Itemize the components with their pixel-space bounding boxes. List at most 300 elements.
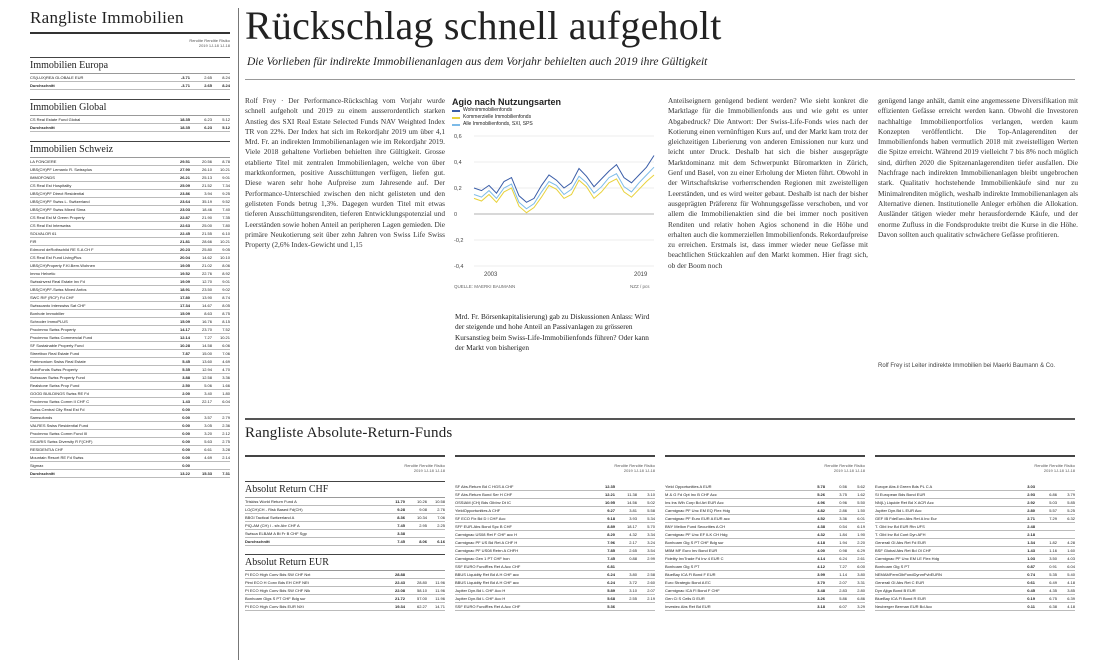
fund-value: 5.26 <box>817 491 825 497</box>
fund-value: 9.08 <box>419 506 427 512</box>
table-row <box>455 555 655 563</box>
table-row <box>875 587 1075 595</box>
table-row <box>30 174 230 182</box>
fund-value: 5.86 <box>839 595 847 601</box>
fund-value: 3.38 <box>397 530 405 536</box>
fund-value: 23.86 <box>179 190 190 196</box>
y-tick-label: -0,2 <box>454 238 464 244</box>
fund-value: 15.00 <box>201 350 212 356</box>
table-row <box>30 124 230 132</box>
fund-name: Durchschnitt <box>30 470 55 476</box>
fund-value: 7.27 <box>204 334 212 340</box>
fund-value: 4.69 <box>204 454 212 460</box>
col-header-line-1: Rendite Rendite Risiko <box>1034 463 1075 468</box>
table-row <box>30 366 230 374</box>
fund-value: 25.13 <box>201 174 212 180</box>
fund-name: VALRES Swiss Residential Fund <box>30 422 89 428</box>
fund-value: 0.56 <box>839 483 847 489</box>
fund-value: 10.26 <box>416 498 427 504</box>
col-header-line-2: 2019 1J-18 1J-18 <box>413 468 445 473</box>
fund-value: 3.31 <box>857 579 865 585</box>
fund-value: 4.18 <box>1067 579 1075 585</box>
col-header-line-1: Rendite Rendite Risiko <box>824 463 865 468</box>
fund-value: 8.06 <box>222 262 230 268</box>
fund-name: UBS(CH)PF Swiss Mixed Sima <box>30 206 86 212</box>
fund-value: 15.33 <box>201 470 212 476</box>
fund-value: 3.40 <box>204 390 212 396</box>
fund-name: T. Glbl Inv Bd EUR Rtn UFS <box>875 523 925 529</box>
fund-name: Procimmo Swiss Commercial Fund <box>30 334 93 340</box>
fund-value: 3.24 <box>647 539 655 545</box>
fund-value: 5.45 <box>182 358 190 364</box>
fund-name: Mountain Resort RE Fd Swiss <box>30 454 84 460</box>
legend-item-1 <box>452 107 660 114</box>
fund-value: 5.02 <box>647 499 655 505</box>
table-row <box>245 530 445 538</box>
fund-value: 2.36 <box>222 422 230 428</box>
fund-value: 4.35 <box>1049 587 1057 593</box>
table-row <box>30 470 230 478</box>
fund-name: Durchschnitt <box>245 538 270 544</box>
fund-value: 29.51 <box>179 158 190 164</box>
fund-value: 3.70 <box>817 579 825 585</box>
fund-name: SSF EURO FundRes Ret A Acc CHF <box>455 563 521 569</box>
fund-value: 2.76 <box>437 506 445 512</box>
fund-name: Euro Strategic Bond A EC <box>665 579 711 585</box>
fund-name: Carmignac PF US08 Retrn A CHFH <box>455 547 519 553</box>
agio-chart <box>452 97 660 315</box>
table-row <box>30 446 230 454</box>
fund-value: 12.21 <box>604 491 615 497</box>
fund-name: SF Sustainable Property Fund <box>30 342 84 348</box>
fund-value: 27.90 <box>179 166 190 172</box>
table-row <box>665 571 865 579</box>
fund-value: 7.85 <box>607 547 615 553</box>
fund-value: 3.36 <box>222 374 230 380</box>
table-row <box>30 358 230 366</box>
table-row <box>455 579 655 587</box>
fund-name: T. Glbl Inv Bd Cont Dyn AFH <box>875 531 926 537</box>
table-row <box>30 294 230 302</box>
table-row <box>30 190 230 198</box>
fund-value: 3.10 <box>629 587 637 593</box>
fund-value: 1.03 <box>1027 555 1035 561</box>
ranking-table <box>875 455 1075 611</box>
fund-value: 7.96 <box>607 539 615 545</box>
fund-name: CS Real Est M Green Property <box>30 214 85 220</box>
fund-name: PI ECO High Conv Bds SW CHF Nlk <box>245 587 311 593</box>
fund-value: 11.96 <box>435 587 445 593</box>
fund-value: 5.35 <box>1049 571 1057 577</box>
fund-value: 8.36 <box>397 514 405 520</box>
fund-value: 4.32 <box>629 531 637 537</box>
fund-value: 13.90 <box>201 294 212 300</box>
fund-name: CS Real Estate Fund Global <box>30 116 81 122</box>
fund-value: 6.00 <box>857 563 865 569</box>
fund-value: 1.60 <box>1067 547 1075 553</box>
fund-value: 6.29 <box>857 547 865 553</box>
fund-value: 14.56 <box>626 499 637 505</box>
fund-value: 9.01 <box>222 174 230 180</box>
table-row <box>455 531 655 539</box>
col-header-line-1: Rendite Rendite Risiko <box>404 463 445 468</box>
fund-name: Procimmo Swiss Comm Fund III <box>30 430 88 436</box>
y-tick-label: 0,4 <box>454 160 462 166</box>
ranking-title: Rangliste Absolute-Return-Funds <box>245 425 453 441</box>
fund-value: -3.71 <box>180 82 190 88</box>
fund-value: 22.43 <box>394 579 405 585</box>
fund-value: 2.80 <box>857 587 865 593</box>
fund-value: 3.79 <box>1067 491 1075 497</box>
fund-value: 6.23 <box>204 116 212 122</box>
table-spacer <box>875 473 1075 483</box>
table-row <box>30 254 230 262</box>
fund-name: Bonhoam Gig S PT <box>875 563 910 569</box>
table-row <box>30 230 230 238</box>
fund-name: Swisca ELBAM A Bt Fr B CHF Sgp <box>245 530 307 536</box>
fund-value: 4.96 <box>817 499 825 505</box>
fund-value: 7.45 <box>397 522 405 528</box>
fund-value: 8.24 <box>222 74 230 80</box>
fund-value: 5.06 <box>204 382 212 388</box>
fund-value: 5.68 <box>607 595 615 601</box>
table-row <box>665 491 865 499</box>
fund-value: 3.29 <box>857 603 865 609</box>
fund-name: BSF Global Abs Ret Bd Ol CHF <box>875 547 932 553</box>
table-row <box>30 302 230 310</box>
fund-value: 9.25 <box>222 190 230 196</box>
fund-value: 9.28 <box>397 506 405 512</box>
table-row <box>245 595 445 603</box>
fund-name: Carmignac PF Unc EM EQ Flex Hdg <box>665 507 730 513</box>
table-row <box>30 382 230 390</box>
fund-name: CS(LUX)REA GLOBALE EUR <box>30 74 84 80</box>
legend-swatch-3 <box>452 124 460 126</box>
fund-value: 0.87 <box>1027 563 1035 569</box>
sidebar-sections <box>30 57 230 478</box>
table-row <box>665 507 865 515</box>
fund-value: 2.18 <box>1027 531 1035 537</box>
fund-value: 8.20 <box>607 531 615 537</box>
table-row <box>455 547 655 555</box>
fund-value: 11.96 <box>435 579 445 585</box>
fund-value: 19.34 <box>394 603 405 609</box>
fund-value: 2.19 <box>647 595 655 601</box>
fund-value: 11.38 <box>627 491 637 497</box>
fund-value: 4.00 <box>817 547 825 553</box>
col-header-line-1: Rendite Rendite Risiko <box>614 463 655 468</box>
fund-value: 6.61 <box>204 446 212 452</box>
table-row <box>875 507 1075 515</box>
fund-value: 5.85 <box>1067 499 1075 505</box>
fund-value: 2.71 <box>1027 515 1035 521</box>
fund-value: 28.66 <box>201 238 212 244</box>
y-tick-label: -0,4 <box>454 264 464 270</box>
table-row <box>30 278 230 286</box>
fund-name: Jupiter Dyn.Bd L EUR Acc <box>875 507 922 513</box>
fund-value: 20.04 <box>179 254 190 260</box>
chart-credit: NZZ / pcs <box>630 284 650 289</box>
fund-value: 19.52 <box>179 270 190 276</box>
fund-name: YieldOpportunities A CHF <box>455 507 501 513</box>
fund-value: 5.34 <box>647 515 655 521</box>
fund-value: 5.62 <box>857 483 865 489</box>
fund-name: Generali GI Abs Ret Fd EUR <box>875 539 926 545</box>
table-row <box>30 334 230 342</box>
fund-value: 14.58 <box>201 342 212 348</box>
fund-name: BNY Mellon Fund Securities A CH <box>665 523 726 529</box>
table-row <box>665 579 865 587</box>
fund-value: 3.34 <box>647 531 655 537</box>
fund-name: SOLVALOR 61 <box>30 230 57 236</box>
legend-swatch-2 <box>452 117 460 119</box>
table-row <box>455 491 655 499</box>
fund-value: 28.80 <box>416 579 427 585</box>
fund-value: 4.14 <box>817 555 825 561</box>
fund-value: 7.80 <box>222 222 230 228</box>
ranking-table <box>245 455 445 611</box>
fund-name: BBUS Liquidity Ret Bd A H CHF acc <box>455 571 520 577</box>
fund-value: 6.01 <box>857 515 865 521</box>
fund-value: 22.87 <box>179 214 190 220</box>
table-row <box>455 587 655 595</box>
fund-value: 1.84 <box>839 531 847 537</box>
fund-value: 6.24 <box>607 579 615 585</box>
fund-value: 0.00 <box>182 438 190 444</box>
fund-name: Edmond deRothschild RE S.A CH F <box>30 246 94 252</box>
fund-value: 0.98 <box>839 547 847 553</box>
fund-value: 0.00 <box>182 446 190 452</box>
table-row <box>30 414 230 422</box>
fund-name: LA FONCIERE <box>30 158 57 164</box>
table-section-title: Absolut Return CHF <box>245 481 445 498</box>
table-row <box>455 515 655 523</box>
fund-value: 8.63 <box>204 310 212 316</box>
fund-value: 22.63 <box>179 222 190 228</box>
fund-value: 6.86 <box>857 595 865 601</box>
fund-name: Carmignac PF US Bd Ret A CHF H <box>455 539 518 545</box>
fund-name: Realstone Swiss Prop Fund <box>30 382 80 388</box>
fund-value: 8.75 <box>222 310 230 316</box>
table-row <box>245 514 445 522</box>
table-row <box>245 498 445 506</box>
fund-value: 22.76 <box>201 270 212 276</box>
table-col-header <box>245 463 445 473</box>
fund-value: 4.38 <box>817 523 825 529</box>
fund-value: 23.50 <box>201 286 212 292</box>
fund-name: SF Abs.Return Bond Ser H CHF <box>455 491 513 497</box>
fund-value: 8.15 <box>222 318 230 324</box>
fund-name: Carmignac PF Unc EF ILK CH Hdg <box>665 531 728 537</box>
fund-value: 19.05 <box>179 262 190 268</box>
fund-value: 6.16 <box>437 538 445 544</box>
fund-name: Procimmo Swiss Comm II CHF C <box>30 398 90 404</box>
fund-value: 1.94 <box>839 539 847 545</box>
fund-name: CS Real Est Fund LivingPlus <box>30 254 82 260</box>
fund-value: 2.55 <box>629 595 637 601</box>
fund-name: Carmignac Gen 1 PT CHF hon <box>455 555 510 561</box>
fund-value: 0.74 <box>1027 571 1035 577</box>
fund-value: 2.20 <box>857 539 865 545</box>
fund-value: 3.80 <box>629 571 637 577</box>
fund-value: 3.50 <box>1049 555 1057 561</box>
fund-value: 22.17 <box>201 398 212 404</box>
table-row <box>875 531 1075 539</box>
table-row <box>30 116 230 124</box>
fund-value: 25.09 <box>179 182 190 188</box>
fund-value: 15.09 <box>179 318 190 324</box>
fund-value: 3.20 <box>204 430 212 436</box>
fund-name: Bonhoam Gig S PT <box>665 563 700 569</box>
fund-name: Investec Abs Ret Bd EUR <box>665 603 711 609</box>
fund-name: Schroder ImmoPLUS <box>30 318 68 324</box>
fund-value: 57.00 <box>416 595 427 601</box>
fund-name: Jupiter Dyn.Bd L CHF Acc H <box>455 595 506 601</box>
fund-value: 14.67 <box>201 302 212 308</box>
fund-value: 20.56 <box>201 158 212 164</box>
fund-value: 6.39 <box>1067 595 1075 601</box>
fund-value: 5.36 <box>607 603 615 609</box>
table-row <box>30 82 230 90</box>
y-tick-label: 0,6 <box>454 134 462 140</box>
ranking-table <box>665 455 865 611</box>
fund-value: 2.65 <box>204 82 212 88</box>
fund-name: Swisscanto Interswiss Sat CHF <box>30 302 86 308</box>
table-col-header <box>665 463 865 473</box>
table-row <box>875 539 1075 547</box>
fund-value: 62.27 <box>416 603 427 609</box>
fund-value: 10.21 <box>219 334 230 340</box>
fund-value: 23.03 <box>179 206 190 212</box>
fund-value: 7.29 <box>1049 515 1057 521</box>
table-row <box>30 406 230 414</box>
fund-name: Yield Opportunities A EUR <box>665 483 712 489</box>
fund-value: 3.54 <box>647 547 655 553</box>
fund-value: 21.72 <box>394 595 405 601</box>
fund-value: 5.63 <box>204 438 212 444</box>
fund-value: 3.88 <box>182 374 190 380</box>
table-spacer <box>665 473 865 483</box>
fund-value: 4.18 <box>1067 603 1075 609</box>
table-section-title: Absolut Return EUR <box>245 554 445 571</box>
fund-value: 4.18 <box>817 539 825 545</box>
section-title: Immobilien Schweiz <box>30 141 230 158</box>
column-divider <box>238 8 239 660</box>
fund-name: Jupiter Dyn.Bd L CHF Acc H <box>455 587 506 593</box>
legend-label-1: Wohnimmobilienfonds <box>463 107 513 113</box>
fund-value: 5.57 <box>1049 507 1057 513</box>
fund-value: 9.52 <box>222 198 230 204</box>
fund-value: 7.52 <box>222 326 230 332</box>
fund-value: 4.52 <box>817 515 825 521</box>
fund-value: 0.00 <box>182 430 190 436</box>
fund-value: 2.95 <box>419 522 427 528</box>
fund-value: 5.25 <box>1067 507 1075 513</box>
table-row <box>30 74 230 82</box>
fund-name: IMMOFONDS <box>30 174 55 180</box>
fund-value: 0.19 <box>1027 595 1035 601</box>
fund-value: 12.70 <box>201 278 212 284</box>
fund-value: 23.64 <box>179 198 190 204</box>
fund-name: Generali GI Abs Ret C EUR <box>875 579 925 585</box>
fund-name: GEF IB FdeEuro Abs Ret A Inc Eur <box>875 515 937 521</box>
fund-value: 6.75 <box>1049 595 1057 601</box>
fund-name: Gen Ci S Cells D EUR <box>665 595 705 601</box>
table-row <box>30 342 230 350</box>
fund-value: 2.83 <box>839 587 847 593</box>
fund-value: 2.99 <box>647 555 655 561</box>
table-row <box>30 398 230 406</box>
fund-value: 0.96 <box>839 499 847 505</box>
table-row <box>455 595 655 603</box>
fund-name: Carmignac PF Euro EUR A EUR acc <box>665 515 730 521</box>
table-row <box>30 166 230 174</box>
fund-value: 3.10 <box>647 491 655 497</box>
table-row <box>30 318 230 326</box>
fund-name: CS Real Est Interswiss <box>30 222 71 228</box>
fund-value: 12.94 <box>201 366 212 372</box>
fund-value: 2.93 <box>1027 491 1035 497</box>
fund-value: 5.03 <box>1049 499 1057 505</box>
fund-value: 18.91 <box>179 286 190 292</box>
fund-value: 10.21 <box>219 238 230 244</box>
table-spacer <box>455 473 655 483</box>
fund-value: 17.80 <box>179 294 190 300</box>
fund-value: 2.61 <box>857 555 865 561</box>
fund-name: Durchschnitt <box>30 82 55 88</box>
fund-value: 4.03 <box>1067 555 1075 561</box>
col-header-line-2: 2019 1J-18 1J-18 <box>1043 468 1075 473</box>
immobilien-ranking-sidebar <box>30 8 230 478</box>
fund-value: 18.46 <box>201 206 212 212</box>
fund-value: 14.17 <box>179 326 190 332</box>
fund-value: 28.88 <box>394 571 405 577</box>
table-row <box>30 462 230 470</box>
fund-name: SF ECO Fix Bd D I CHF Acc <box>455 515 506 521</box>
table-row <box>665 587 865 595</box>
fund-value: 6.49 <box>1049 579 1057 585</box>
fund-name: Bonhote Immobilier <box>30 310 65 316</box>
legend-label-2: Kommerzielle Immobilienfonds <box>463 114 532 120</box>
fund-value: 1.50 <box>857 507 865 513</box>
fund-name: UBS(CH)Property F.Kl.Bern.Wohnen <box>30 262 96 268</box>
fund-name: Immo Helvetic <box>30 270 56 276</box>
table-row <box>875 595 1075 603</box>
col-header-line-1: Rendite Rendite Risiko <box>189 38 230 43</box>
fund-value: 21.02 <box>201 262 212 268</box>
fund-value: 4.12 <box>817 563 825 569</box>
fund-value: 2.50 <box>182 382 190 388</box>
fund-value: 1.82 <box>1049 539 1057 545</box>
fund-value: 3.81 <box>629 507 637 513</box>
table-row <box>665 555 865 563</box>
fund-name: BBGI Tactical Switzerland A <box>245 514 295 520</box>
fund-value: 13.22 <box>179 470 190 476</box>
fund-value: 4.82 <box>817 507 825 513</box>
fund-value: 19.09 <box>179 278 190 284</box>
fund-value: 0.45 <box>1027 587 1035 593</box>
fund-name: NN(L) Liquide Ret Bd X ACR Acc <box>875 499 934 505</box>
fund-value: 6.10 <box>222 230 230 236</box>
fund-value: 5.58 <box>647 507 655 513</box>
sidebar-col-header <box>30 38 230 48</box>
fund-name: Durchschnitt <box>30 124 55 130</box>
col-header-line-2: 2019 1J-18 1J-18 <box>833 468 865 473</box>
fund-value: 1.62 <box>857 491 865 497</box>
fund-value: 3.48 <box>817 587 825 593</box>
fund-value: 2.07 <box>839 579 847 585</box>
fund-name: Bonhoam Gigs S PT CHF Bdg sur <box>245 595 306 601</box>
